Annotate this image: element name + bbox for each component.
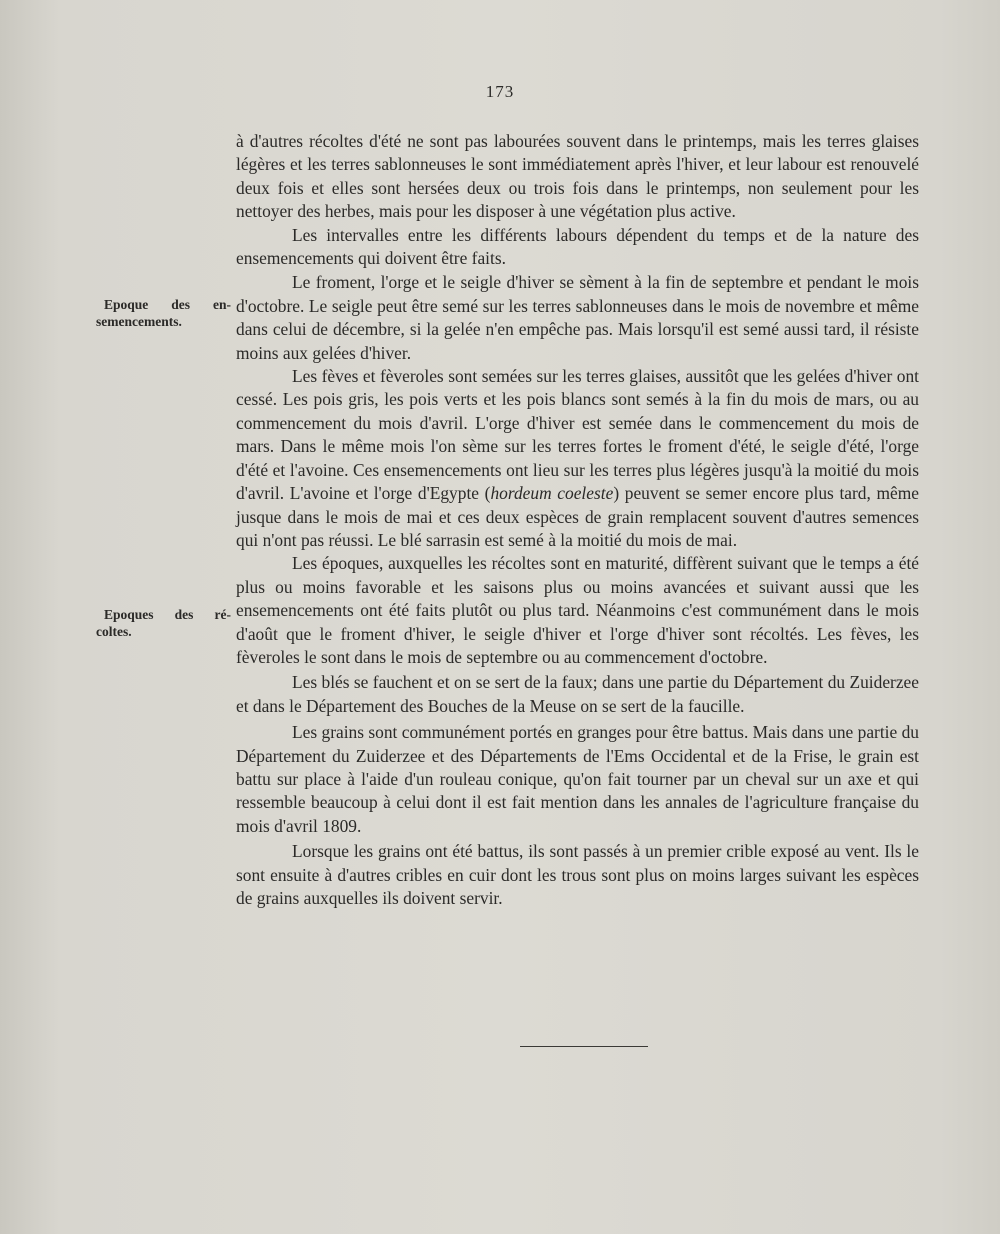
paragraph: Les époques, auxquelles les récoltes sont en maturité, diffèrent suivant que le temps a été plus ou moins favorable et les saisons plus ou moins avancées et suivant aussi que les ensemencements ont été faits plutôt ou plus tard. Néanmoins c'est communément dans le mois d'août que le froment d'hiver, le seigle d'hiver et l'orge d'hiver sont récoltés. Les fèves, les fèveroles le sont dans le mois de septembre ou au commencement d'octobre. — [236, 553, 919, 667]
paragraph: Lorsque les grains ont été battus, ils sont passés à un premier crible exposé au vent. Ils le sont ensuite à d'autres cribles en cuir dont les trous sont plus on moins larges suivant les espèces de grains auxquelles ils doivent servir. — [236, 841, 919, 908]
paragraph: Les grains sont communément portés en granges pour être battus. Mais dans une partie du Département du Zuiderzee et des Départements de l'Ems Occidental et de la Frise, le grain est battu sur place à l'aide d'un rouleau conique, qu'on fait tourner par un cheval sur un axe et qui ressemble beaucoup à celui dont il est fait mention dans les annales de l'agriculture française du mois d'avril 1809. — [236, 722, 919, 836]
closing-rule — [520, 1046, 648, 1047]
margin-note-recoltes — [96, 606, 231, 640]
paragraph: Les blés se fauchent et on se sert de la faux; dans une partie du Département du Zuiderzee et dans le Département des Bouches de la Meuse on se sert de la faucille. — [236, 672, 919, 716]
margin-note-line: semencements. — [96, 314, 182, 329]
margin-note-ensemencements — [96, 296, 231, 330]
margin-note-line: Epoque des en- — [104, 297, 231, 312]
paragraph-text: Les fèves et fèveroles sont semées sur les terres glaises, aussitôt que les gelées d'hiver ont cessé. Les pois gris, les pois verts et les pois blancs sont semés à la fin du mois de mars, ou au commencement du mois d'avril. L'orge d'hiver est semée dans le commencement du mois de mars. Dans le même mois l'on sème sur les terres fortes le froment d'été, le seigle d'été, l'orge d'été et l'avoine. Ces ensemencements ont lieu sur les terres plus légères jusqu'à la moitié du mois d'avril. L'avoine et l'orge d'Egypte ( — [236, 366, 919, 504]
margin-note-line: Epoques des ré- — [104, 607, 231, 622]
paragraph — [236, 365, 919, 552]
paragraph: Les intervalles entre les différents labours dépendent du temps et de la nature des ensemencements qui doivent être faits. — [236, 224, 919, 269]
paragraph: Le froment, l'orge et le seigle d'hiver se sèment à la fin de septembre et pendant le mois d'octobre. Le seigle peut être semé sur les terres sablonneuses dans le mois de novembre et même dans celui de décembre, si la gelée n'en empêche pas. Mais lorsqu'il est semé aussi tard, il résiste moins aux gelées d'hiver. — [236, 272, 919, 363]
page-number: 173 — [485, 82, 515, 101]
latin-name: hordeum coeleste — [490, 483, 614, 504]
margin-note-line: coltes. — [96, 624, 132, 639]
paragraph: à d'autres récoltes d'été ne sont pas labourées souvent dans le printemps, mais les terres glaises légères et les terres sablonneuses le sont immédiatement après l'hiver, et leur labour est renouvelé deux fois et elles sont hersées deux ou trois fois dans le printemps, non seulement pour les nettoyer des herbes, mais pour les disposer à une végétation plus active. — [236, 131, 919, 222]
body-text — [236, 130, 919, 910]
paragraph-text: ) peuvent se semer encore plus tard, même jusque dans le mois de mai et ces deux espèces de grain remplacent souvent d'autres semences qui n'ont pas réussi. Le blé sarrasin est semé à la moitié du mois de mai. — [236, 483, 919, 550]
